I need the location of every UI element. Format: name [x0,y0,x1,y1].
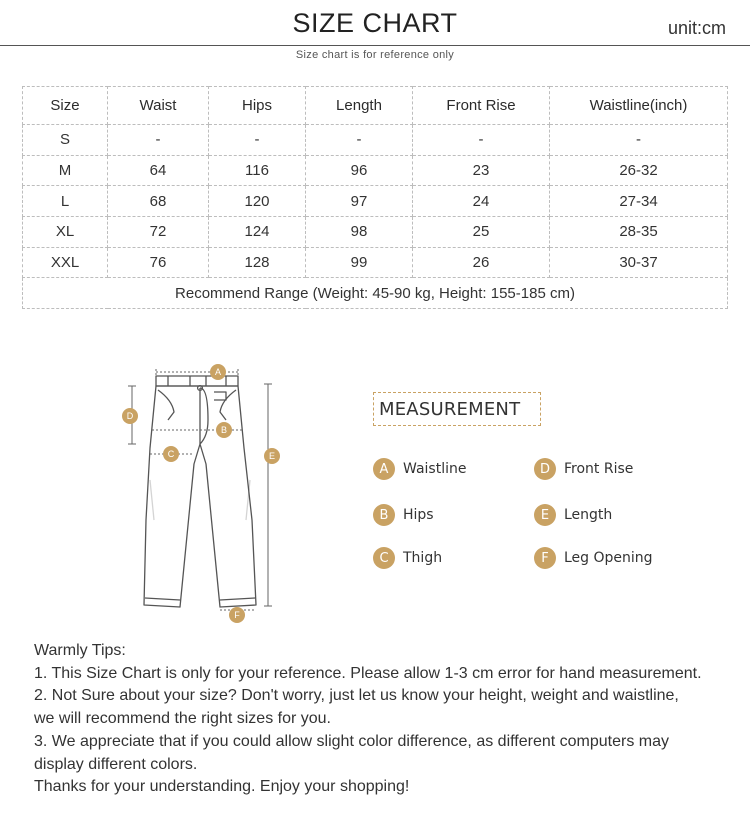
tip-line: Thanks for your understanding. Enjoy your shopping! [34,778,410,796]
recommend-range: Recommend Range (Weight: 45-90 kg, Height: 155-185 cm) [23,278,728,309]
legend-item-front-rise [534,458,633,480]
page-title: SIZE CHART [292,8,458,38]
table-cell: - [306,125,413,156]
table-cell: 26 [413,247,550,278]
legend-item-length [534,504,612,526]
badge-c-text: C [167,449,175,460]
tips-section [34,640,734,799]
table-row [23,217,728,248]
table-header-row [23,87,728,125]
table-cell: 97 [306,186,413,217]
legend-badge: D [534,458,556,480]
measurement-title: MEASUREMENT [379,399,521,420]
table-cell: 27-34 [550,186,728,217]
table-cell: XL [23,217,108,248]
table-cell: 76 [108,247,209,278]
legend-item-leg-opening [534,547,653,569]
table-cell: - [108,125,209,156]
legend-label: Length [564,507,613,523]
table-cell: 116 [209,155,306,186]
badge-d-text: D [126,411,134,422]
legend-label: Waistline [403,461,467,477]
legend-label: Front Rise [564,461,634,477]
badge-e-text: E [268,451,276,462]
table-cell: 25 [413,217,550,248]
unit-label: unit:cm [667,18,726,38]
table-cell: 26-32 [550,155,728,186]
pants-illustration [110,360,300,625]
legend-item-hips [373,504,434,526]
column-header: Hips [209,87,306,125]
page-subtitle: Size chart is for reference only [295,49,455,61]
legend-item-waistline [373,458,466,480]
legend-label: Leg Opening [564,550,653,566]
table-cell: 24 [413,186,550,217]
table-cell: 128 [209,247,306,278]
legend-label: Thigh [403,550,443,566]
table-cell: 23 [413,155,550,186]
table-row [23,125,728,156]
table-row [23,186,728,217]
legend-label: Hips [403,507,434,523]
tip-line: 1. This Size Chart is only for your reference. Please allow 1-3 cm error for hand measurement. [34,664,702,682]
table-cell: M [23,155,108,186]
table-cell: 96 [306,155,413,186]
table-cell: 98 [306,217,413,248]
legend-item-thigh [373,547,442,569]
legend-badge: A [373,458,395,480]
column-header: Front Rise [413,87,550,125]
tip-line: we will recommend the right sizes for you. [34,710,331,728]
badge-b-text: B [220,425,228,436]
measurement-title-box [373,392,541,426]
tip-line: 3. We appreciate that if you could allow slight color difference, as different computers may [34,732,669,750]
table-cell: 28-35 [550,217,728,248]
column-header: Waist [108,87,209,125]
table-cell: 30-37 [550,247,728,278]
table-cell: XXL [23,247,108,278]
badge-a-text: A [214,367,222,378]
badge-f-text: F [234,610,240,621]
title-divider [0,45,750,46]
table-cell: L [23,186,108,217]
table-cell: - [209,125,306,156]
tip-line: 2. Not Sure about your size? Don't worry, just let us know your height, weight and waistline, [34,687,679,705]
legend-badge: E [534,504,556,526]
tip-line: display different colors. [34,755,198,773]
table-cell: 99 [306,247,413,278]
table-cell: 64 [108,155,209,186]
table-row [23,155,728,186]
table-cell: 72 [108,217,209,248]
table-footer-row [23,278,728,309]
legend-badge: F [534,547,556,569]
table-cell: S [23,125,108,156]
table-cell: - [413,125,550,156]
legend-badge: B [373,504,395,526]
column-header: Size [23,87,108,125]
table-row [23,247,728,278]
table-cell: 124 [209,217,306,248]
table-cell: 68 [108,186,209,217]
tips-heading: Warmly Tips: [34,642,126,659]
column-header: Waistline(inch) [550,87,728,125]
table-cell: 120 [209,186,306,217]
column-header: Length [306,87,413,125]
legend-badge: C [373,547,395,569]
size-table [22,86,728,309]
table-cell: - [550,125,728,156]
